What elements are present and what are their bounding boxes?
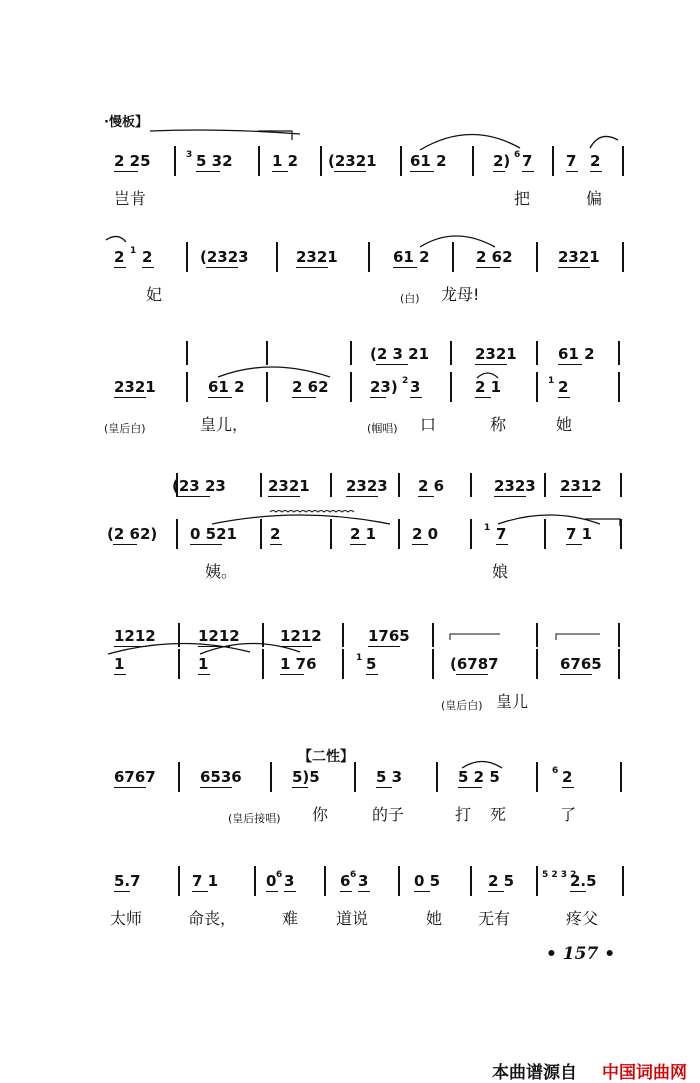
- note-group: 5)5: [292, 768, 320, 786]
- note-group: 5 2 5: [458, 768, 500, 786]
- slur-arc: [106, 236, 126, 242]
- note-group: 2321: [296, 248, 338, 266]
- lyric-text: 疼父: [566, 909, 599, 928]
- lyric-text: 她: [556, 415, 573, 434]
- lyric-text: 死: [490, 805, 507, 824]
- note-group: (2 62): [107, 525, 158, 543]
- note-group: 6767: [114, 768, 156, 786]
- note-group: 6: [350, 870, 357, 880]
- lyric-text: 偏: [586, 189, 603, 208]
- note-group: 6536: [200, 768, 242, 786]
- lyric-text: 命丧，: [188, 909, 237, 928]
- upper-note-group: 61 2: [558, 345, 595, 363]
- note-group: 2321: [558, 248, 600, 266]
- note-group: 2: [142, 248, 153, 266]
- upper-note-group: 2323: [494, 477, 536, 495]
- note-group: 7 1: [192, 872, 219, 890]
- page-number: • 157 •: [546, 944, 616, 964]
- slur-arc: [212, 515, 390, 524]
- note-group: 2 1: [350, 525, 377, 543]
- note-group: 7: [566, 152, 577, 170]
- upper-note-group: 2321: [268, 477, 310, 495]
- upper-note-group: (23 23: [172, 477, 226, 495]
- note-group: 2: [562, 768, 573, 786]
- note-group: 6765: [560, 655, 602, 673]
- note-group: 3: [358, 872, 369, 890]
- slur-arc: [420, 134, 520, 150]
- note-group: 0 5: [414, 872, 441, 890]
- footer-site-link[interactable]: 中国词曲网: [602, 1063, 687, 1083]
- upper-note-group: 1212: [198, 627, 240, 645]
- lyric-text: 皇儿，: [200, 415, 249, 434]
- note-group: (6787: [450, 655, 499, 673]
- lyric-text: 岂肯: [114, 189, 147, 208]
- note-group: 2 62: [476, 248, 513, 266]
- note-group: 5 2 3 2: [542, 870, 577, 880]
- tempo-heading: ·慢板】: [104, 115, 148, 130]
- note-group: 2: [114, 248, 125, 266]
- note-group: 7: [522, 152, 533, 170]
- note-group: 6: [552, 766, 559, 776]
- note-group: 6: [514, 150, 521, 160]
- lyric-text: 妃: [146, 285, 163, 304]
- note-group: 5.7: [114, 872, 141, 890]
- note-group: (2323: [200, 248, 249, 266]
- note-group: 23): [370, 378, 398, 396]
- slur-arc: [498, 515, 600, 524]
- note-group: 2: [590, 152, 601, 170]
- upper-note-group: (2 3 21: [370, 345, 430, 363]
- upper-note-group: 1212: [114, 627, 156, 645]
- trill-wave: [270, 511, 354, 513]
- note-group: 2): [493, 152, 511, 170]
- lyric-text: 称: [490, 415, 507, 434]
- note-group: 5 32: [196, 152, 233, 170]
- lyric-text: 口: [420, 415, 437, 434]
- note-group: 7: [496, 525, 507, 543]
- note-group: 1 2: [272, 152, 299, 170]
- note-group: 1: [548, 376, 555, 386]
- ornament-bracket: [450, 634, 500, 640]
- performance-annotation: (白): [400, 292, 420, 305]
- note-group: 1: [114, 655, 125, 673]
- slur-arc: [590, 136, 618, 148]
- lyric-text: 道说: [336, 909, 369, 928]
- note-group: 61 2: [393, 248, 430, 266]
- note-group: 0 521: [190, 525, 237, 543]
- note-group: 7 1: [566, 525, 593, 543]
- note-group: (2321: [328, 152, 377, 170]
- lyric-text: 你: [312, 805, 329, 824]
- note-group: 1: [356, 653, 363, 663]
- lyric-text: 难: [282, 909, 299, 928]
- note-group: 2 0: [412, 525, 439, 543]
- note-group: 61 2: [208, 378, 245, 396]
- note-group: 1: [198, 655, 209, 673]
- note-group: 3: [284, 872, 295, 890]
- note-group: 6: [276, 870, 283, 880]
- note-group: 2 25: [114, 152, 151, 170]
- note-group: 2.5: [570, 872, 597, 890]
- lyric-text: 了: [560, 805, 577, 824]
- upper-note-group: 2 6: [418, 477, 445, 495]
- note-group: 2321: [114, 378, 156, 396]
- note-group: 2 62: [292, 378, 329, 396]
- slur-arc: [462, 762, 502, 769]
- slur-arc: [477, 373, 498, 378]
- page-number-value: 157: [562, 944, 599, 964]
- footer-source: 本曲谱源自: [492, 1063, 577, 1083]
- lyric-text: 的子: [372, 805, 405, 824]
- section-marker: 【二性】: [298, 749, 354, 765]
- slur-arc: [218, 367, 330, 377]
- note-group: 2: [402, 376, 409, 386]
- note-group: 3: [186, 150, 193, 160]
- note-group: 6: [340, 872, 351, 890]
- slur-arc: [585, 519, 620, 526]
- note-group: 61 2: [410, 152, 447, 170]
- note-group: 2: [558, 378, 569, 396]
- upper-note-group: 2312: [560, 477, 602, 495]
- lyric-text: 娘: [492, 562, 509, 581]
- note-group: 3: [410, 378, 421, 396]
- performance-annotation: (皇后白): [104, 422, 146, 435]
- upper-note-group: 2323: [346, 477, 388, 495]
- lyric-text: 她: [426, 909, 443, 928]
- note-group: 2: [270, 525, 281, 543]
- tempo-heading-text: 慢板: [108, 115, 135, 130]
- ornament-bracket: [556, 634, 600, 640]
- note-group: 5: [366, 655, 377, 673]
- note-group: 2 1: [475, 378, 502, 396]
- note-group: 2 5: [488, 872, 515, 890]
- upper-note-group: 1765: [368, 627, 410, 645]
- note-group: 1: [484, 523, 491, 533]
- lyric-text: 把: [514, 189, 531, 208]
- upper-note-group: 1212: [280, 627, 322, 645]
- upper-note-group: 2321: [475, 345, 517, 363]
- performance-annotation: (帼唱): [367, 422, 398, 435]
- lyric-text: 姨。: [205, 562, 238, 581]
- note-group: 1 76: [280, 655, 317, 673]
- performance-annotation: (皇后白): [441, 699, 483, 712]
- lyric-text: 打: [455, 805, 472, 824]
- performance-annotation: (皇后接唱): [228, 812, 281, 825]
- note-group: 0: [266, 872, 277, 890]
- lyric-text: 龙母!: [441, 285, 480, 304]
- note-group: 1: [130, 246, 137, 256]
- lyric-text: 无有: [478, 909, 511, 928]
- lyric-text: 皇儿: [496, 692, 529, 711]
- lyric-text: 太师: [110, 909, 143, 928]
- note-group: 5 3: [376, 768, 403, 786]
- slur-arc: [420, 236, 495, 247]
